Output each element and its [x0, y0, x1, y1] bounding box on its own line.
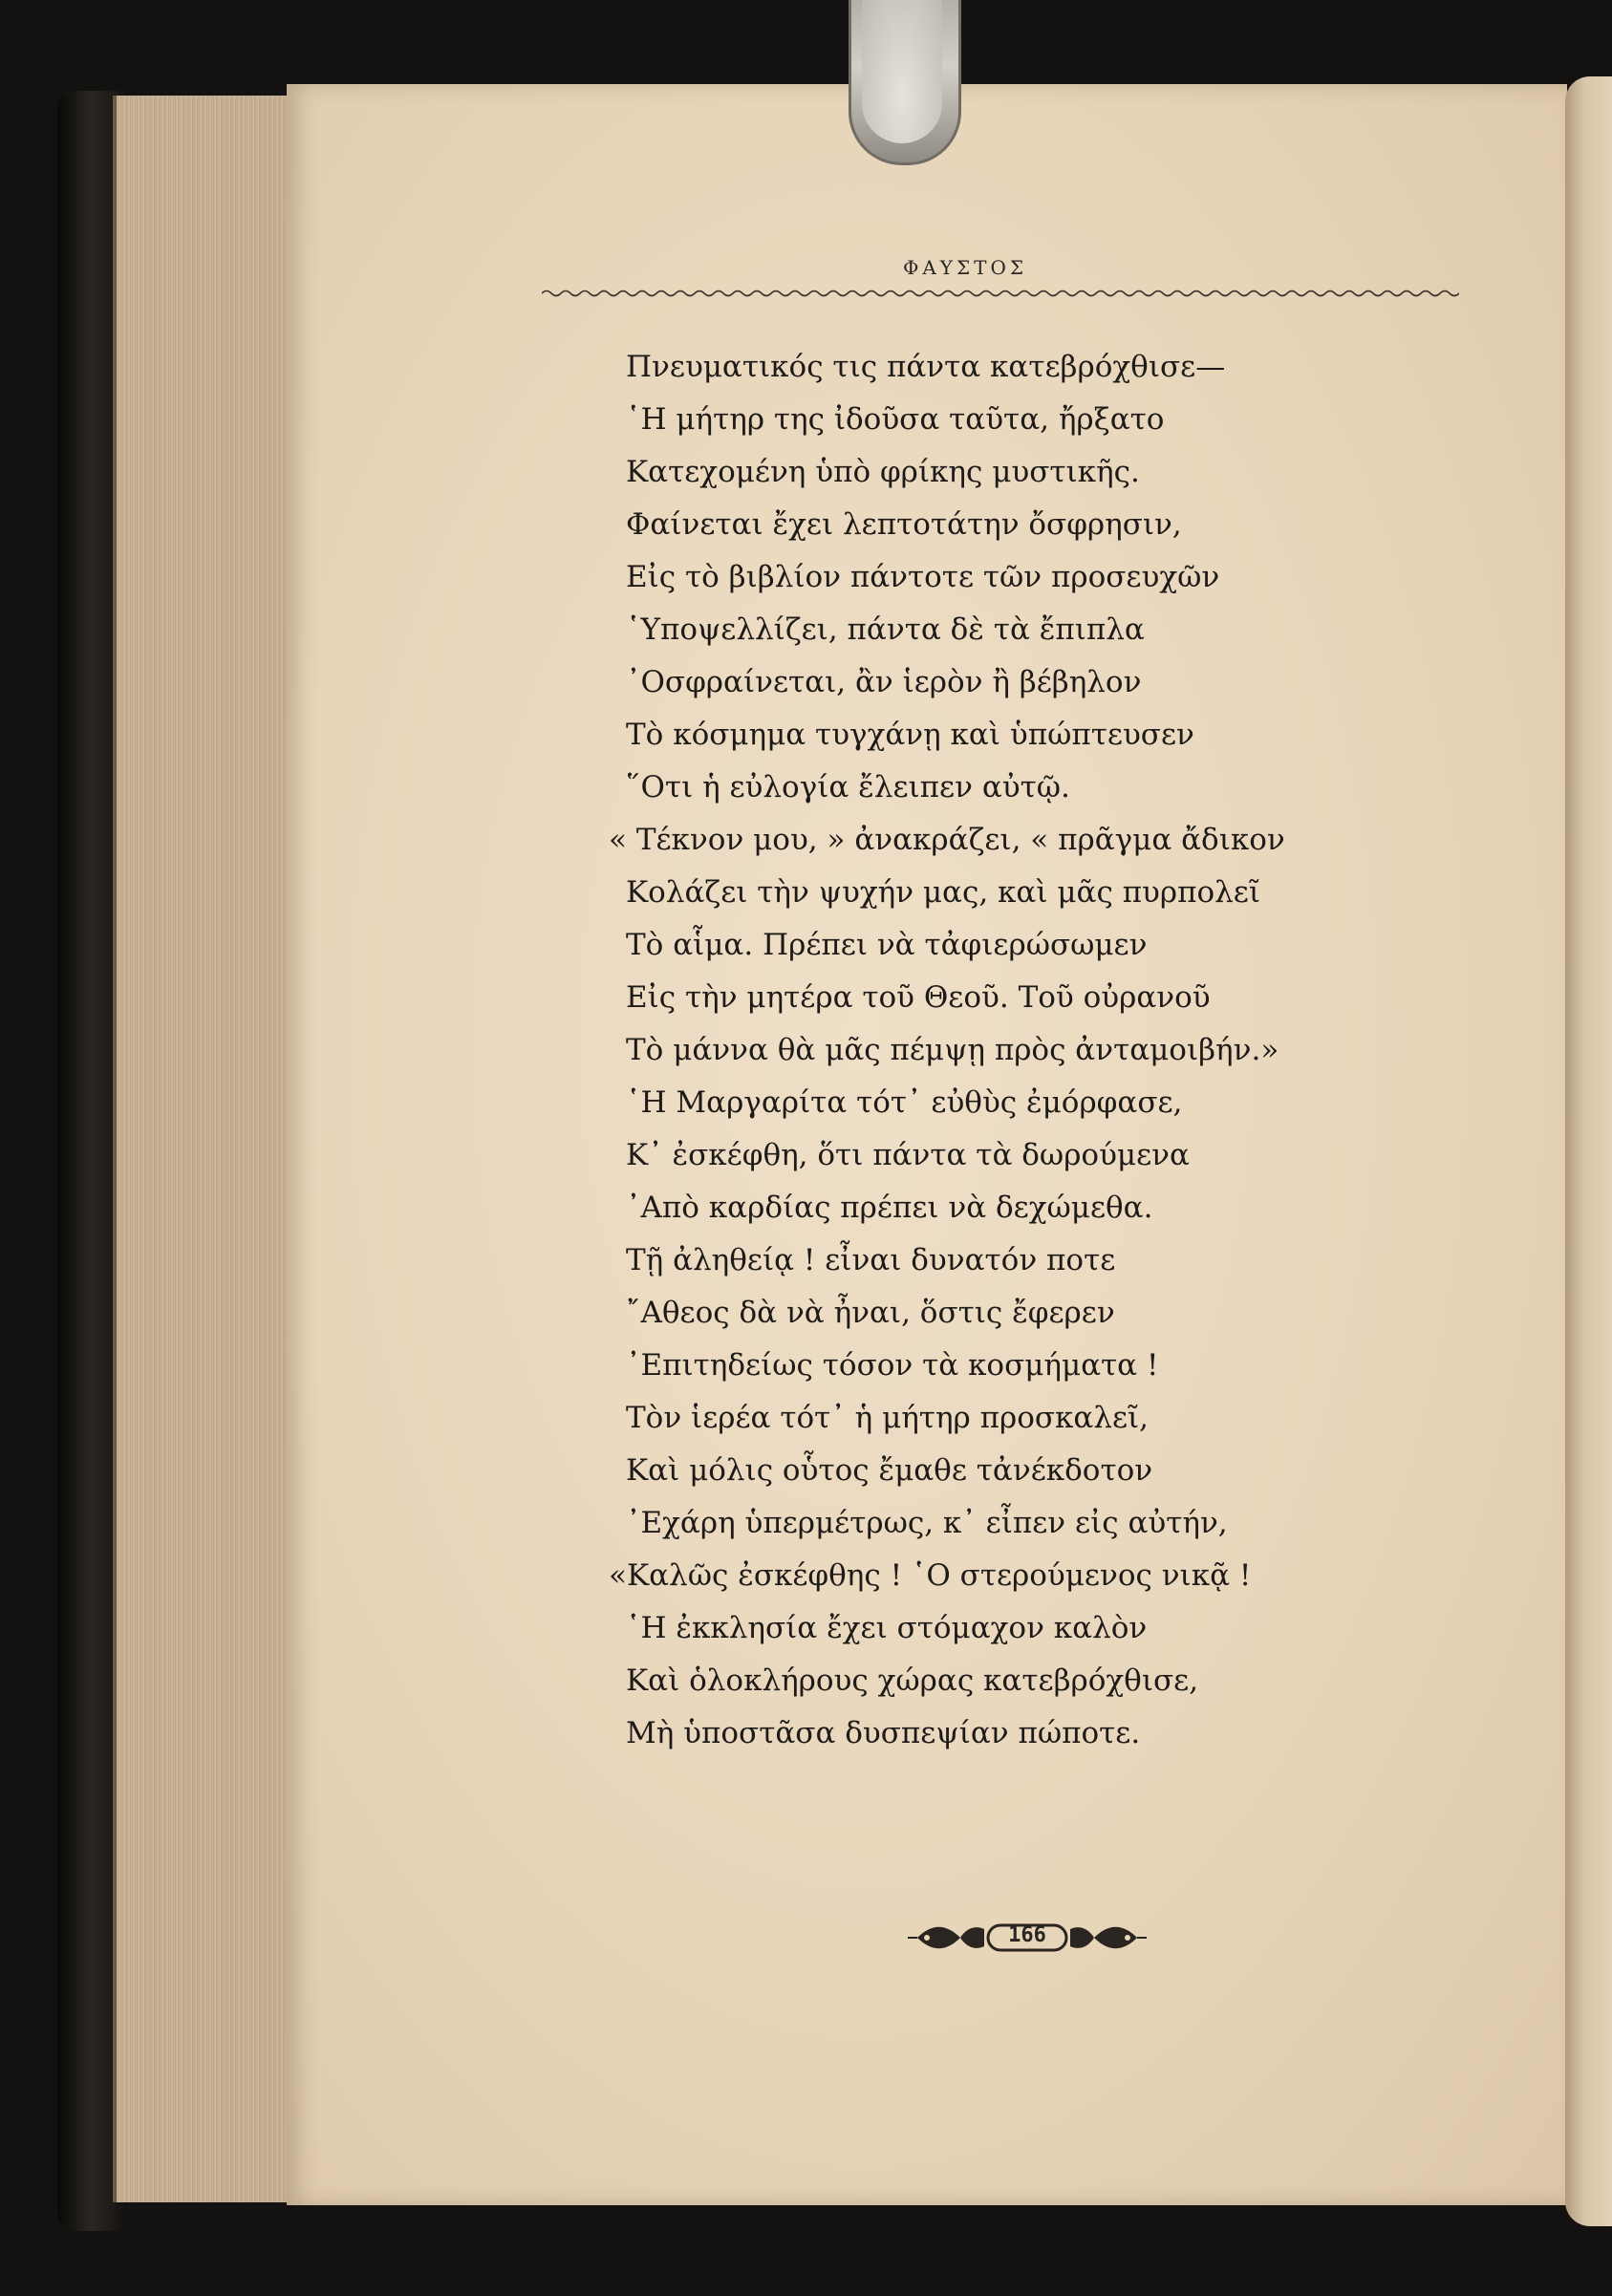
poem-line: Καὶ ὁλοκλήρους χώρας κατεβρόχθισε, [626, 1663, 1199, 1698]
page-clip-inner [862, 0, 942, 143]
poem-line: Τὸ κόσμημα τυγχάνῃ καὶ ὑπώπτευσεν [626, 718, 1194, 752]
poem-line: Κατεχομένη ὑπὸ φρίκης μυστικῆς. [626, 455, 1140, 489]
page-number: 166 [1008, 1923, 1046, 1947]
poem-line: ῾Η Μαργαρίτα τότ᾿ εὐθὺς ἐμόρφασε, [626, 1085, 1183, 1120]
poem-line: « Τέκνον μου, » ἀνακράζει, « πρᾶγμα ἄδικον [609, 823, 1285, 857]
poem-text [609, 341, 1486, 1760]
poem-line: ῾Η μήτηρ της ἰδοῦσα ταῦτα, ἤρξατο [626, 402, 1165, 437]
poem-line: Εἰς τὴν μητέρα τοῦ Θεοῦ. Τοῦ οὐρανοῦ [626, 980, 1211, 1015]
poem-line: Μὴ ὑποστᾶσα δυσπεψίαν πώποτε. [626, 1716, 1141, 1750]
poem-line: Κολάζει τὴν ψυχήν μας, καὶ μᾶς πυρπολεῖ [626, 875, 1261, 910]
poem-line: Κ᾿ ἐσκέφθη, ὅτι πάντα τὰ δωρούμενα [626, 1138, 1190, 1172]
poem-line: ᾿Απὸ καρδίας πρέπει νὰ δεχώμεθα. [626, 1191, 1153, 1225]
poem-line: ῎Αθεος δὰ νὰ ἦναι, ὅστις ἔφερεν [626, 1296, 1115, 1330]
header-wavy-rule [542, 287, 1459, 300]
running-title: ΦΑΥΣΤΟΣ [902, 256, 1028, 279]
facing-page-edge [1565, 76, 1612, 2226]
poem-line: Τὸν ἱερέα τότ᾿ ἡ μήτηρ προσκαλεῖ, [626, 1401, 1150, 1435]
poem-line: Πνευματικός τις πάντα κατεβρόχθισε— [626, 350, 1226, 384]
page-edges [113, 96, 296, 2202]
poem-line: Τῇ ἀληθείᾳ ! εἶναι δυνατόν ποτε [626, 1243, 1116, 1277]
poem-line: Τὸ αἷμα. Πρέπει νὰ τἀφιερώσωμεν [626, 928, 1148, 962]
poem-line: ᾿Επιτηδείως τόσον τὰ κοσμήματα ! [626, 1348, 1159, 1383]
poem-line: ῾Υποψελλίζει, πάντα δὲ τὰ ἔπιπλα [626, 612, 1145, 647]
poem-line: Καὶ μόλις οὗτος ἔμαθε τἀνέκδοτον [626, 1453, 1153, 1488]
poem-line: Τὸ μάννα θὰ μᾶς πέμψῃ πρὸς ἀνταμοιβήν.» [626, 1033, 1279, 1067]
poem-line: Εἰς τὸ βιβλίον πάντοτε τῶν προσευχῶν [626, 560, 1220, 594]
poem-line: ῞Οτι ἡ εὐλογία ἔλειπεν αὐτῷ. [626, 770, 1070, 805]
poem-line: Φαίνεται ἔχει λεπτοτάτην ὄσφρησιν, [626, 507, 1182, 542]
poem-line: «Καλῶς ἐσκέφθης ! ῾Ο στερούμενος νικᾷ ! [609, 1558, 1252, 1593]
poem-line: ᾿Οσφραίνεται, ἂν ἱερὸν ἢ βέβηλον [626, 665, 1142, 699]
poem-line: ᾿Εχάρη ὑπερμέτρως, κ᾿ εἶπεν εἰς αὐτήν, [626, 1506, 1228, 1540]
poem-line: ῾Η ἐκκλησία ἔχει στόμαχον καλὸν [626, 1611, 1148, 1645]
